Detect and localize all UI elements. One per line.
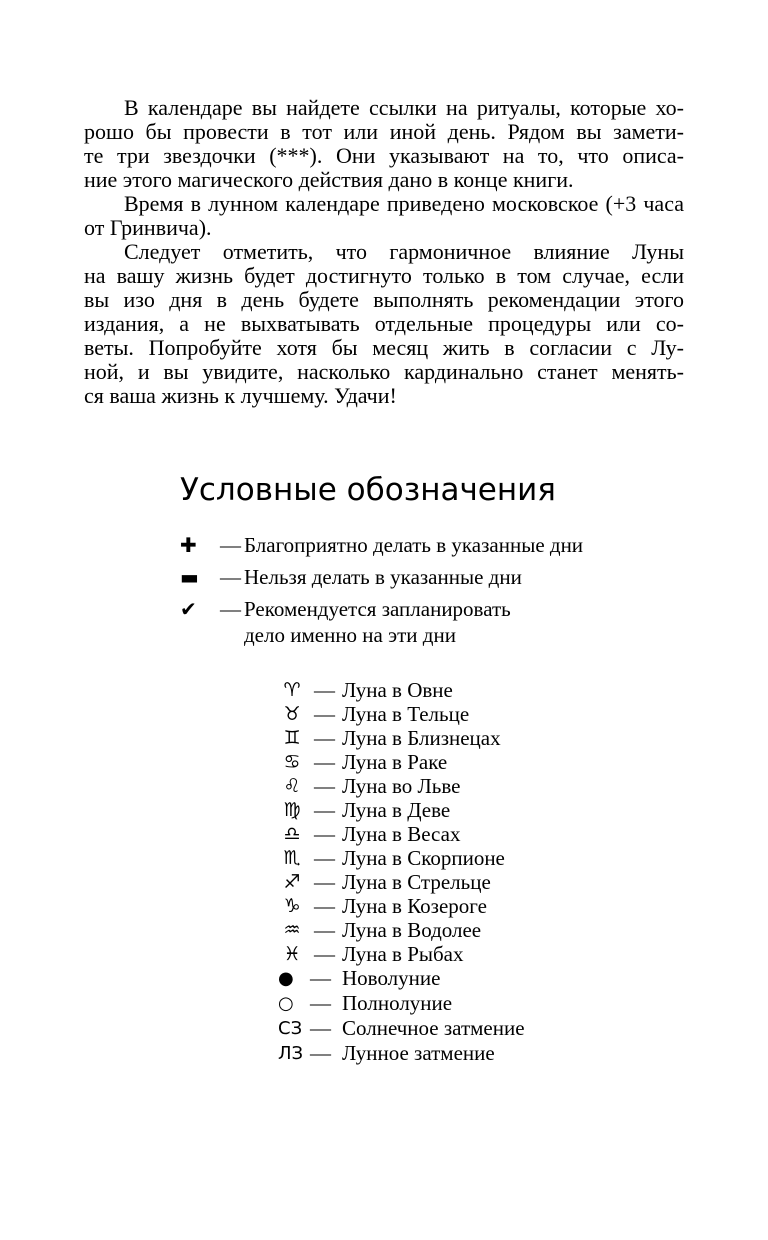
new-moon-icon: ● <box>278 968 294 989</box>
scorpio-icon: ♏ <box>283 847 301 869</box>
zodiac-text: Луна в Раке <box>342 750 448 774</box>
text-line: ся ваша жизнь к лучшему. Удачи! <box>84 383 397 408</box>
zodiac-text: Луна в Близнецах <box>342 726 501 750</box>
dash: — <box>310 991 331 1015</box>
moon-event-text: Новолуние <box>342 966 441 990</box>
zodiac-text: Луна в Водолее <box>342 918 482 942</box>
legend-text: Благоприятно делать в указанные дни <box>244 533 584 557</box>
text-line: рошо бы провести в тот или иной день. Рядом вы замети- <box>84 119 684 144</box>
minus-icon: ▬ <box>180 565 199 589</box>
moon-events-list <box>278 966 638 1066</box>
gemini-icon: ♊ <box>283 727 301 749</box>
dash: — <box>314 678 335 702</box>
zodiac-text: Луна в Весах <box>342 822 461 846</box>
text-line: веты. Попробуйте хотя бы месяц жить в согласии с Лу- <box>84 335 684 360</box>
text-line: издания, а не выхватывать отдельные процедуры или со- <box>84 311 684 336</box>
zodiac-item <box>278 750 638 774</box>
zodiac-item <box>278 918 638 942</box>
zodiac-text: Луна в Козероге <box>342 894 487 918</box>
text-line: те три звездочки (***). Они указывают на то, что описа- <box>84 143 684 168</box>
section-heading: Условные обозначения <box>180 472 556 508</box>
dash: — <box>314 846 335 870</box>
text-line: Следует отметить, что гармоничное влияние Луны <box>124 239 684 264</box>
moon-event-text: Лунное затмение <box>342 1041 495 1065</box>
intro-text <box>84 96 684 408</box>
plus-icon: ✚ <box>180 533 197 557</box>
lunar-eclipse-abbr: ЛЗ <box>278 1043 304 1064</box>
virgo-icon: ♍ <box>283 799 301 821</box>
zodiac-item <box>278 678 638 702</box>
aries-icon: ♈ <box>283 679 301 701</box>
moon-event-item <box>278 966 638 991</box>
zodiac-text: Луна во Льве <box>342 774 461 798</box>
text-line: вы изо дня в день будете выполнять рекомендации этого <box>84 287 684 312</box>
dash: — <box>314 870 335 894</box>
zodiac-item <box>278 942 638 966</box>
dash: — <box>314 774 335 798</box>
legend-item-forbidden <box>180 564 700 596</box>
zodiac-item <box>278 702 638 726</box>
zodiac-text: Луна в Деве <box>342 798 451 822</box>
text-line: ние этого магического действия дано в конце книги. <box>84 167 574 192</box>
text-line: В календаре вы найдете ссылки на ритуалы, которые хо- <box>124 95 684 120</box>
moon-event-item <box>278 1041 638 1066</box>
dash: — <box>314 750 335 774</box>
legend-item-recommended <box>180 596 700 652</box>
text-line: Время в лунном календаре приведено московское (+3 часа <box>124 191 684 216</box>
zodiac-item <box>278 726 638 750</box>
paragraph-2 <box>84 192 684 240</box>
moon-event-text: Полнолуние <box>342 991 453 1015</box>
legend-list <box>180 532 700 652</box>
dash: — <box>220 565 241 589</box>
dash: — <box>220 597 241 621</box>
sagittarius-icon: ♐ <box>283 871 301 893</box>
zodiac-item <box>278 894 638 918</box>
zodiac-item <box>278 846 638 870</box>
solar-eclipse-abbr: СЗ <box>278 1018 303 1039</box>
zodiac-text: Луна в Стрельце <box>342 870 491 894</box>
dash: — <box>314 702 335 726</box>
dash: — <box>314 822 335 846</box>
dash: — <box>220 533 241 557</box>
zodiac-text: Луна в Тельце <box>342 702 470 726</box>
paragraph-3 <box>84 240 684 408</box>
legend-text: Нельзя делать в указанные дни <box>244 565 522 589</box>
legend-text: Рекомендуется запланировать <box>244 597 511 621</box>
zodiac-item <box>278 822 638 846</box>
taurus-icon: ♉ <box>283 703 301 725</box>
paragraph-1 <box>84 96 684 192</box>
zodiac-text: Луна в Рыбах <box>342 942 464 966</box>
leo-icon: ♌ <box>283 775 301 797</box>
moon-event-item <box>278 991 638 1016</box>
zodiac-list <box>278 678 638 966</box>
text-line: на вашу жизнь будет достигнуто только в том случае, если <box>84 263 684 288</box>
zodiac-text: Луна в Скорпионе <box>342 846 505 870</box>
text-line: ной, и вы увидите, насколько кардинально станет менять- <box>84 359 684 384</box>
dash: — <box>310 966 331 990</box>
moon-event-text: Солнечное затмение <box>342 1016 525 1040</box>
zodiac-item <box>278 798 638 822</box>
dash: — <box>310 1041 331 1065</box>
zodiac-item <box>278 870 638 894</box>
dash: — <box>314 894 335 918</box>
dash: — <box>314 798 335 822</box>
dash: — <box>310 1016 331 1040</box>
dash: — <box>314 726 335 750</box>
aquarius-icon: ♒ <box>283 919 301 941</box>
zodiac-item <box>278 774 638 798</box>
dash: — <box>314 942 335 966</box>
legend-text-continuation: дело именно на эти дни <box>244 623 456 647</box>
zodiac-text: Луна в Овне <box>342 678 453 702</box>
moon-event-item <box>278 1016 638 1041</box>
libra-icon: ♎ <box>283 823 301 845</box>
full-moon-icon: ○ <box>278 993 294 1014</box>
pisces-icon: ♓ <box>283 943 301 965</box>
checkmark-icon: ✔ <box>180 597 197 621</box>
legend-item-favorable <box>180 532 700 564</box>
dash: — <box>314 918 335 942</box>
cancer-icon: ♋ <box>283 751 301 773</box>
text-line: от Гринвича). <box>84 215 212 240</box>
capricorn-icon: ♑ <box>283 895 301 917</box>
